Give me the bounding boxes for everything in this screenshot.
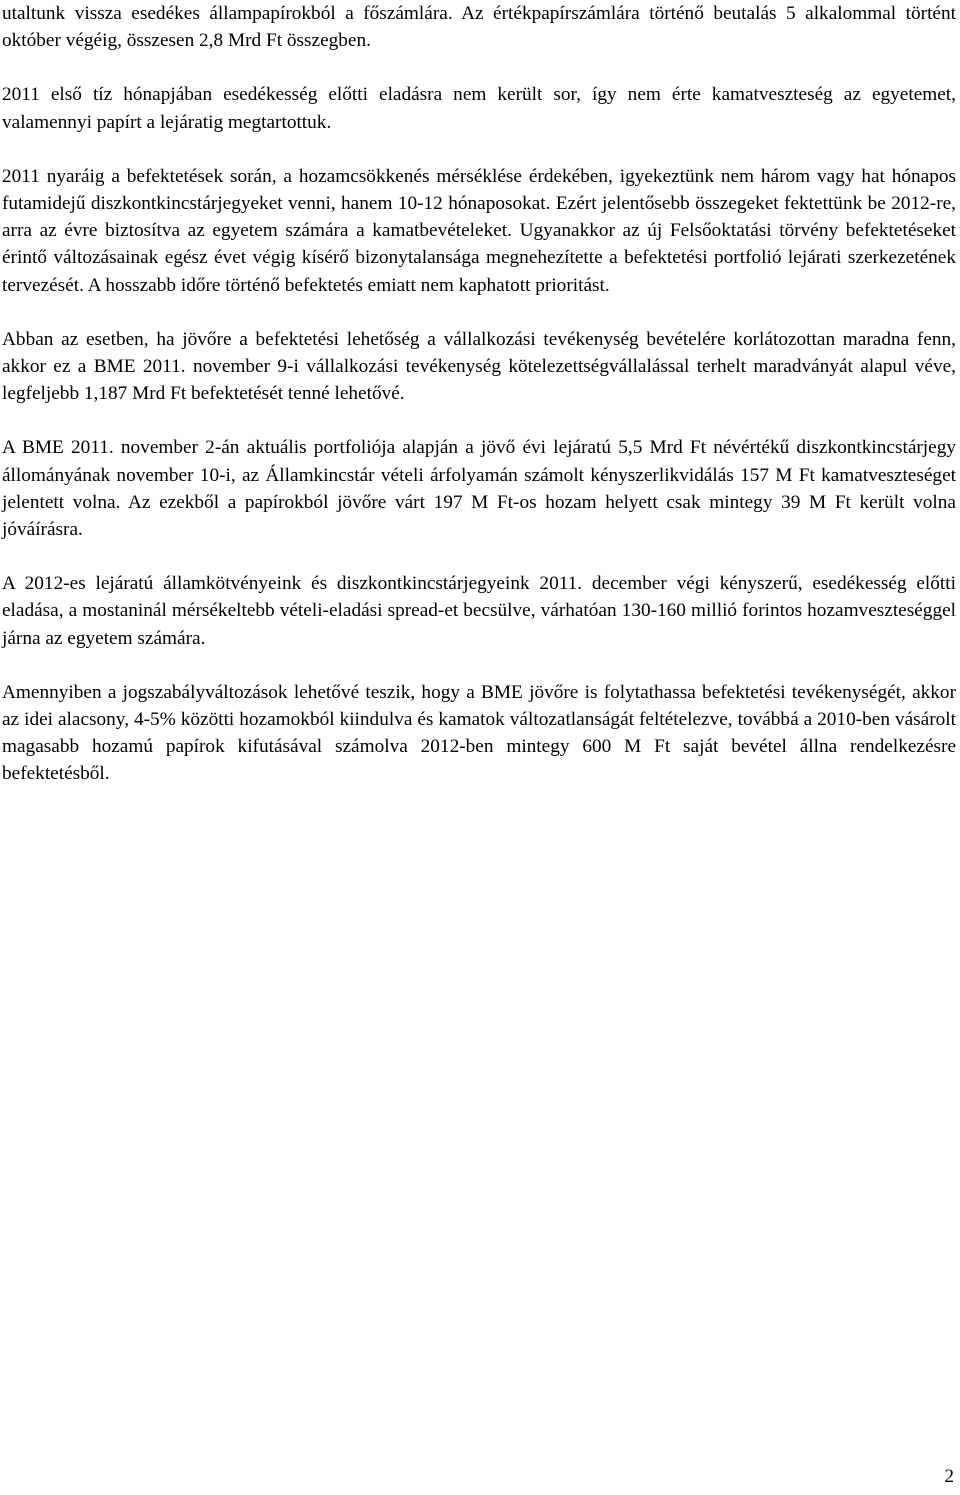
paragraph-forced-liquidation: A BME 2011. november 2-án aktuális portfoliója alapján a jövő évi lejáratú 5,5 Mrd Ft névértékű diszkontkincstárjegy állományának november 10-i, az Államkincstár vételi árfolyamán számolt kényszerlikvidálás 157 M Ft kamatveszteséget jelentett volna. Az ezekből a papírokból jövőre várt 197 M Ft-os hozam helyett csak mintegy 39 M Ft került volna jóváírásra. — [2, 437, 956, 541]
paragraph-yield-loss: A 2012-es lejáratú államkötvényeink és diszkontkincstárjegyeink 2011. december végi kényszerű, esedékesség előtti eladása, a mostaninál mérsékeltebb vételi-eladási spread-et becsülve, várhatóan 130-160 millió forintos hozamveszteséggel járna az egyetem számára. — [2, 573, 956, 649]
paragraph-no-early-sale: 2011 első tíz hónapjában esedékesség előtti eladásra nem került sor, így nem érte kamatveszteség az egyetemet, valamennyi papírt a lejáratig megtartottuk. — [2, 84, 956, 133]
paragraph-transfers: utaltunk vissza esedékes állampapírokból a főszámlára. Az értékpapírszámlára történő beutalás 5 alkalommal történt október végéig, összesen 2,8 Mrd Ft összegben. — [2, 3, 956, 52]
paragraph-future-revenue: Amennyiben a jogszabályváltozások lehetővé teszik, hogy a BME jövőre is folytathassa befektetési tevékenységét, akkor az idei alacsony, 4-5% közötti hozamokból kiindulva és kamatok változatlanságát feltételezve, továbbá a 2010-ben vásárolt magasabb hozamú papírok kifutásával számolva 2012-ben mintegy 600 M Ft saját bevétel állna rendelkezésre befektetésből. — [2, 681, 956, 785]
page-number: 2 — [944, 1466, 954, 1487]
legal-uncertainty-text: Ugyanakkor az új Felsőoktatási törvény befektetéseket érintő változásainak egész évet végig kísérő bizonytalansága megnehezítette a befektetési portfolió lejárati szerkezetének tervezését. A hosszabb időre történő befektetés emiatt nem kaphatott prioritást. — [2, 220, 957, 296]
paragraph-maturity-strategy — [2, 163, 956, 299]
maturity-strategy-text: 2011 nyaráig a befektetések során, a hozamcsökkenés mérséklése érdekében, igyekeztünk nem három vagy hat hónapos futamidejű diszkontkincstárjegyeket venni, hanem 10-12 hónaposokat. Ezért jelentősebb összegeket fektettünk be 2012-re, arra az évre biztosítva az egyetem számára a kamatbevételeket. — [2, 165, 956, 242]
paragraph-limited-investment: Abban az esetben, ha jövőre a befektetési lehetőség a vállalkozási tevékenység bevételére korlátozottan maradna fenn, akkor ez a BME 2011. november 9-i vállalkozási tevékenység kötelezettségvállalással terhelt maradványát alapul véve, legfeljebb 1,187 Mrd Ft befektetését tenné lehetővé. — [2, 328, 956, 405]
document-body — [2, 0, 956, 788]
